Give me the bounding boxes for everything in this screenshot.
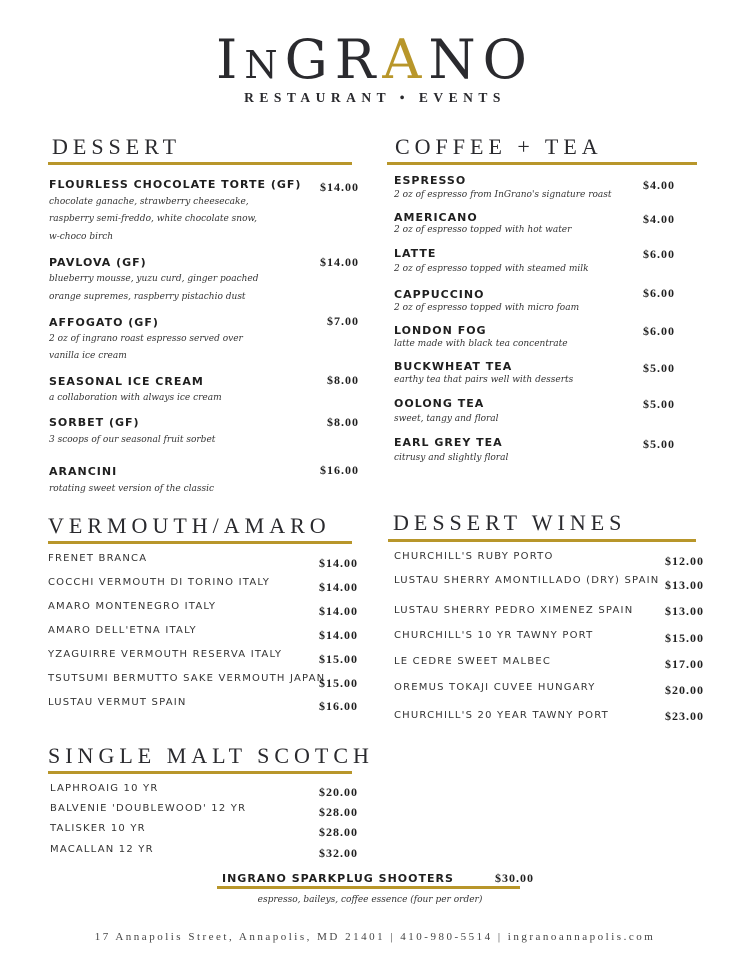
special-name: INGRANO SPARKPLUG SHOOTERS: [222, 872, 454, 885]
coffee-item-name: AMERICANO: [394, 211, 478, 224]
special-desc: espresso, baileys, coffee essence (four per order): [257, 895, 483, 905]
dessert-item-desc: w-choco birch: [49, 232, 114, 242]
logo: INGRANO: [216, 28, 534, 91]
vermouth-item-price: $14.00: [319, 580, 358, 594]
vermouth-item-price: $15.00: [319, 652, 358, 666]
dessert-item-name: SEASONAL ICE CREAM: [49, 375, 204, 388]
coffee-item-name: EARL GREY TEA: [394, 436, 503, 449]
dessert-item-name: PAVLOVA (GF): [49, 256, 147, 269]
vermouth-item-name: AMARO MONTENEGRO ITALY: [48, 601, 217, 612]
dessert-item-name: AFFOGATO (GF): [49, 316, 159, 329]
coffee-item-desc: 2 oz of espresso from InGrano's signature roast: [394, 190, 612, 200]
coffee-item-price: $5.00: [643, 361, 675, 375]
vermouth-item-name: TSUTSUMI BERMUTTO SAKE VERMOUTH JAPAN: [48, 673, 326, 684]
dessert-item-desc: 3 scoops of our seasonal fruit sorbet: [49, 435, 216, 445]
coffee-item-name: BUCKWHEAT TEA: [394, 360, 513, 373]
tagline: RESTAURANT • EVENTS: [244, 90, 506, 105]
dessert-item-price: $14.00: [320, 255, 359, 269]
wines-item-name: LE CEDRE SWEET MALBEC: [394, 656, 552, 667]
coffee-item-desc: earthy tea that pairs well with desserts: [394, 375, 574, 385]
vermouth-item-price: $14.00: [319, 604, 358, 618]
wines-item-price: $13.00: [665, 604, 704, 618]
dessert-item-desc: rotating sweet version of the classic: [49, 484, 215, 494]
vermouth-underline: [48, 541, 352, 544]
scotch-heading: SINGLE MALT SCOTCH: [48, 743, 374, 768]
scotch-item-price: $28.00: [319, 825, 358, 839]
scotch-item-price: $28.00: [319, 805, 358, 819]
coffee-item-price: $6.00: [643, 286, 675, 300]
coffee-item-desc: 2 oz of espresso topped with steamed milk: [394, 264, 589, 274]
scotch-item-price: $32.00: [319, 846, 358, 860]
coffee-item-price: $4.00: [643, 212, 675, 226]
wines-item-price: $20.00: [665, 683, 704, 697]
dessert-item-desc: blueberry mousse, yuzu curd, ginger poached: [49, 274, 259, 284]
dessert-item-desc: orange supremes, raspberry pistachio dust: [49, 292, 246, 302]
scotch-underline: [48, 771, 352, 774]
special-underline: [217, 886, 520, 889]
dessert-item-desc: 2 oz of ingrano roast espresso served over: [49, 334, 243, 344]
dessert-heading: DESSERT: [52, 134, 182, 159]
vermouth-item-price: $14.00: [319, 628, 358, 642]
coffee-item-name: LONDON FOG: [394, 324, 487, 337]
coffee-item-name: OOLONG TEA: [394, 397, 485, 410]
wines-item-price: $17.00: [665, 657, 704, 671]
vermouth-item-price: $15.00: [319, 676, 358, 690]
wines-item-name: CHURCHILL'S 20 YEAR TAWNY PORT: [394, 710, 609, 721]
vermouth-heading: VERMOUTH/AMARO: [48, 513, 331, 538]
vermouth-item-name: YZAGUIRRE VERMOUTH RESERVA ITALY: [48, 649, 283, 660]
scotch-item-name: BALVENIE 'DOUBLEWOOD' 12 YR: [50, 803, 247, 814]
coffee-item-name: LATTE: [394, 247, 437, 260]
coffee-item-desc: latte made with black tea concentrate: [394, 339, 568, 349]
scotch-item-name: TALISKER 10 YR: [50, 823, 146, 834]
coffee-heading: COFFEE + TEA: [395, 134, 603, 159]
scotch-item-price: $20.00: [319, 785, 358, 799]
wines-item-name: LUSTAU SHERRY PEDRO XIMENEZ SPAIN: [394, 605, 634, 616]
dessert-item-price: $8.00: [327, 373, 359, 387]
dessert-item-price: $14.00: [320, 180, 359, 194]
vermouth-item-name: AMARO DELL'ETNA ITALY: [48, 625, 197, 636]
wines-heading: DESSERT WINES: [393, 510, 627, 535]
coffee-item-name: ESPRESSO: [394, 174, 467, 187]
coffee-item-price: $4.00: [643, 178, 675, 192]
special-price: $30.00: [495, 871, 534, 885]
wines-item-price: $15.00: [665, 631, 704, 645]
coffee-item-price: $5.00: [643, 397, 675, 411]
wines-item-name: CHURCHILL'S RUBY PORTO: [394, 551, 554, 562]
wines-item-price: $13.00: [665, 578, 704, 592]
vermouth-item-price: $14.00: [319, 556, 358, 570]
coffee-item-desc: citrusy and slightly floral: [394, 453, 509, 463]
dessert-item-name: ARANCINI: [49, 465, 118, 478]
coffee-item-name: CAPPUCCINO: [394, 288, 485, 301]
dessert-underline: [48, 162, 352, 165]
wines-item-name: LUSTAU SHERRY AMONTILLADO (DRY) SPAIN: [394, 575, 660, 586]
wines-item-price: $12.00: [665, 554, 704, 568]
footer-contact: 17 Annapolis Street, Annapolis, MD 21401 | 410-980-5514 | ingranoannapolis.com: [94, 931, 656, 943]
wines-item-name: CHURCHILL'S 10 YR TAWNY PORT: [394, 630, 594, 641]
coffee-underline: [387, 162, 697, 165]
wines-underline: [388, 539, 696, 542]
coffee-item-price: $5.00: [643, 437, 675, 451]
dessert-item-price: $8.00: [327, 415, 359, 429]
dessert-item-desc: raspberry semi-freddo, white chocolate snow,: [49, 214, 257, 224]
dessert-item-name: SORBET (GF): [49, 416, 140, 429]
vermouth-item-name: COCCHI VERMOUTH DI TORINO ITALY: [48, 577, 271, 588]
wines-item-name: OREMUS TOKAJI CUVEE HUNGARY: [394, 682, 596, 693]
dessert-item-name: FLOURLESS CHOCOLATE TORTE (GF): [49, 178, 302, 191]
vermouth-item-name: LUSTAU VERMUT SPAIN: [48, 697, 187, 708]
coffee-item-desc: sweet, tangy and floral: [394, 414, 499, 424]
coffee-item-desc: 2 oz of espresso topped with micro foam: [394, 303, 580, 313]
dessert-item-desc: vanilla ice cream: [49, 351, 127, 361]
wines-item-price: $23.00: [665, 709, 704, 723]
coffee-item-desc: 2 oz of espresso topped with hot water: [394, 225, 572, 235]
vermouth-item-price: $16.00: [319, 699, 358, 713]
vermouth-item-name: FRENET BRANCA: [48, 553, 148, 564]
coffee-item-price: $6.00: [643, 324, 675, 338]
coffee-item-price: $6.00: [643, 247, 675, 261]
dessert-item-desc: a collaboration with always ice cream: [49, 393, 222, 403]
dessert-item-desc: chocolate ganache, strawberry cheesecake,: [49, 197, 249, 207]
dessert-item-price: $16.00: [320, 463, 359, 477]
dessert-item-price: $7.00: [327, 314, 359, 328]
scotch-item-name: LAPHROAIG 10 YR: [50, 783, 159, 794]
scotch-item-name: MACALLAN 12 YR: [50, 844, 154, 855]
